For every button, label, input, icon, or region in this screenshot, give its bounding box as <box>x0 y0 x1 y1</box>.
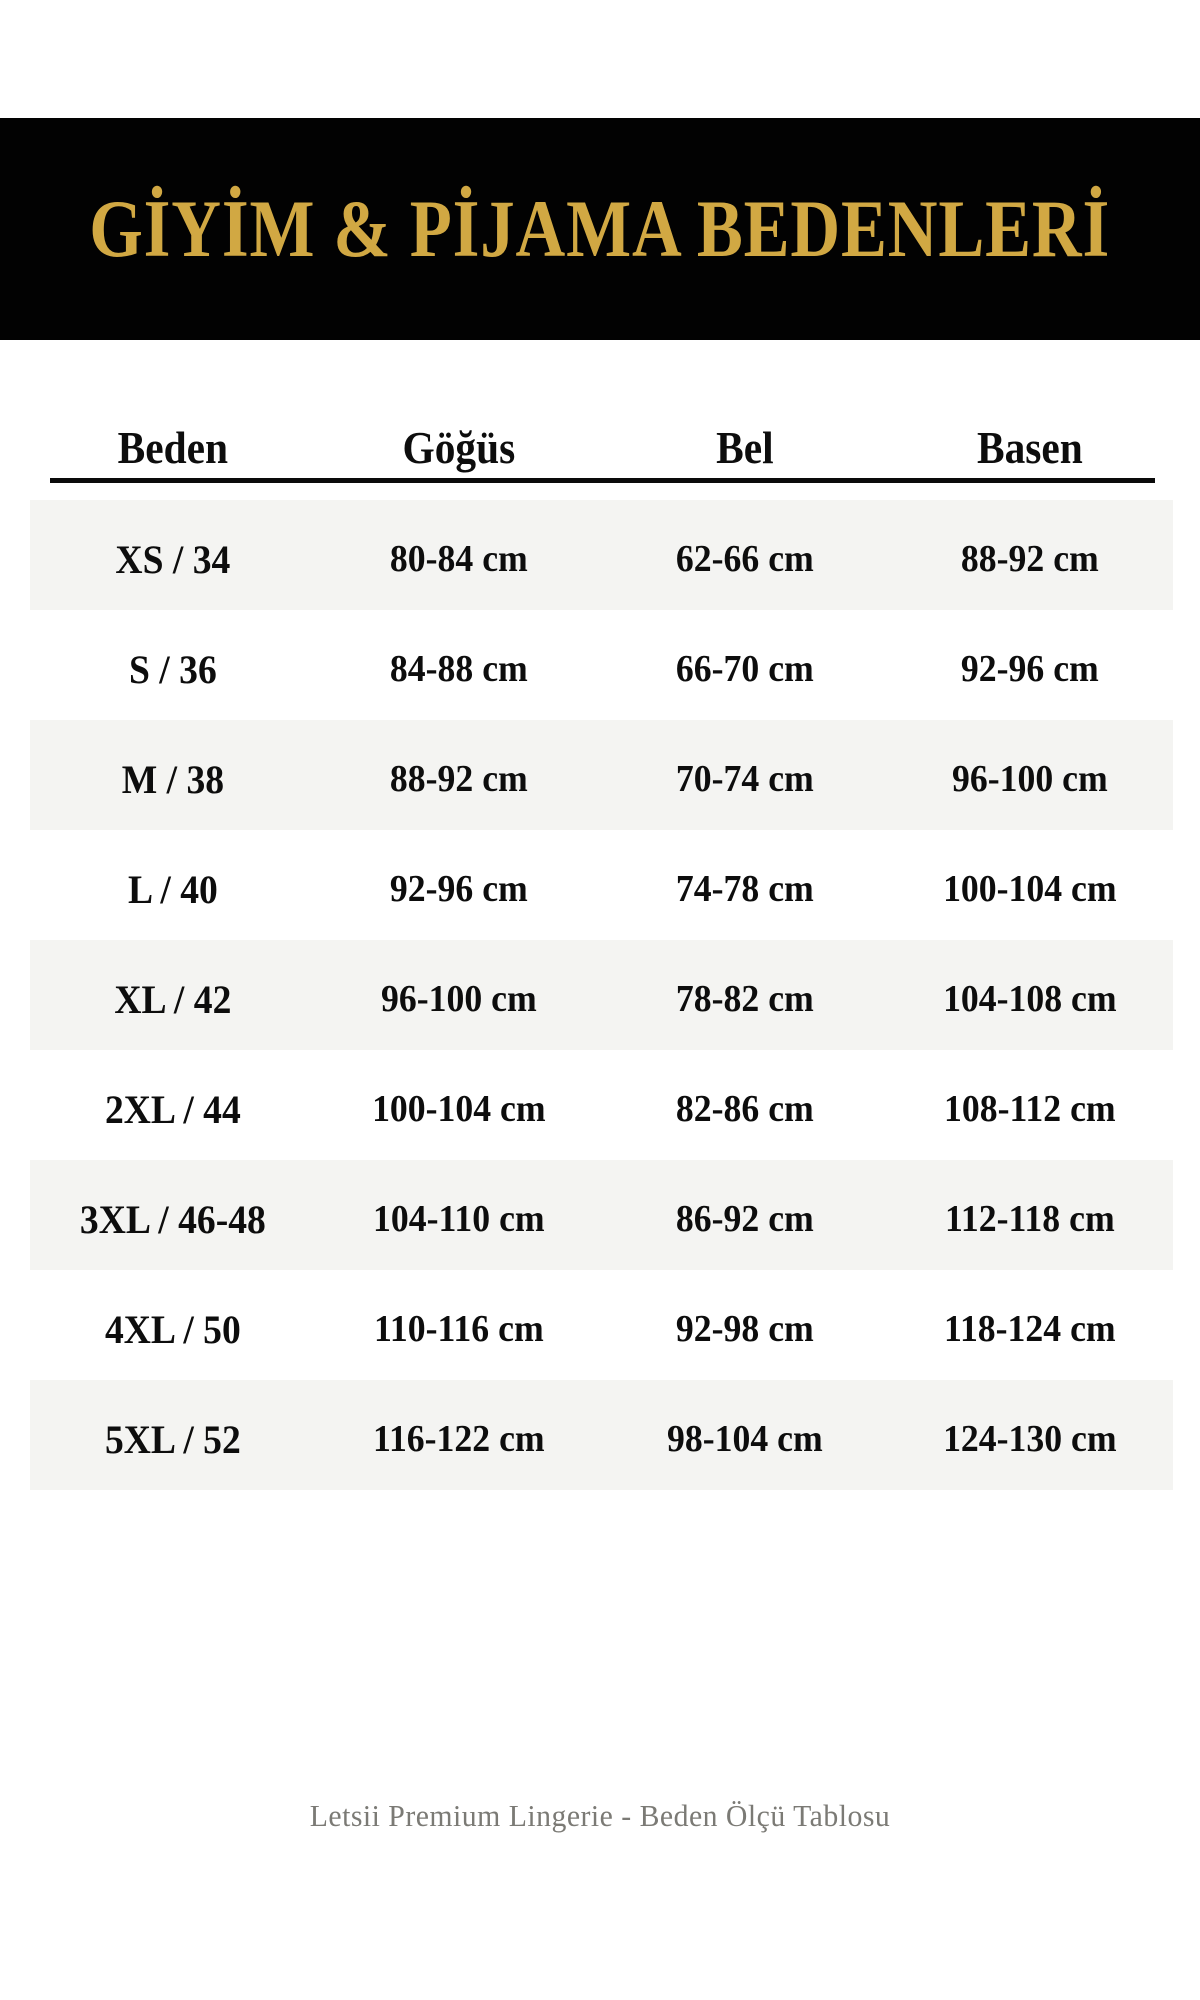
hips-cell: 118-124 cm <box>944 1308 1116 1350</box>
column-header-basen: Basen <box>977 423 1084 473</box>
table-row-2xl <box>30 1050 1173 1160</box>
table-row-4xl <box>30 1270 1173 1380</box>
size-table <box>30 500 1173 1490</box>
table-row-3xl <box>30 1160 1173 1270</box>
size-cell: S / 36 <box>128 646 217 692</box>
chest-cell: 84-88 cm <box>389 648 528 690</box>
size-cell: L / 40 <box>127 866 218 912</box>
waist-cell: 82-86 cm <box>675 1088 814 1130</box>
waist-cell: 92-98 cm <box>675 1308 814 1350</box>
chest-cell: 92-96 cm <box>389 868 528 910</box>
waist-cell: 86-92 cm <box>675 1198 814 1240</box>
page-title: GİYİM & PİJAMA BEDENLERİ <box>89 183 1111 274</box>
table-row-l <box>30 830 1173 940</box>
size-cell: 4XL / 50 <box>104 1306 241 1352</box>
footer-caption: Letsii Premium Lingerie - Beden Ölçü Tablosu <box>309 1798 891 1833</box>
waist-cell: 74-78 cm <box>675 868 814 910</box>
table-row-m <box>30 720 1173 830</box>
hips-cell: 100-104 cm <box>943 868 1117 910</box>
size-cell: 5XL / 52 <box>104 1416 241 1462</box>
column-header-beden: Beden <box>117 423 229 473</box>
size-cell: 3XL / 46-48 <box>79 1196 266 1242</box>
chest-cell: 104-110 cm <box>372 1198 545 1240</box>
header-divider <box>50 478 1155 483</box>
hips-cell: 88-92 cm <box>961 538 1100 580</box>
table-row-xs <box>30 500 1173 610</box>
chest-cell: 88-92 cm <box>389 758 528 800</box>
chest-cell: 100-104 cm <box>371 1088 546 1130</box>
hips-cell: 124-130 cm <box>943 1418 1117 1460</box>
size-cell: XS / 34 <box>115 536 231 582</box>
waist-cell: 70-74 cm <box>675 758 814 800</box>
chest-cell: 110-116 cm <box>373 1308 544 1350</box>
table-row-5xl <box>30 1380 1173 1490</box>
waist-cell: 66-70 cm <box>675 648 814 690</box>
size-cell: XL / 42 <box>114 976 232 1022</box>
chest-cell: 80-84 cm <box>389 538 528 580</box>
hips-cell: 96-100 cm <box>952 758 1108 800</box>
waist-cell: 62-66 cm <box>675 538 814 580</box>
chest-cell: 96-100 cm <box>380 978 537 1020</box>
table-row-s <box>30 610 1173 720</box>
column-header-bel: Bel <box>715 423 774 473</box>
size-cell: M / 38 <box>121 756 225 802</box>
hips-cell: 92-96 cm <box>961 648 1100 690</box>
table-row-xl <box>30 940 1173 1050</box>
column-header-gogus: Göğüs <box>402 423 515 473</box>
hips-cell: 108-112 cm <box>944 1088 1116 1130</box>
size-cell: 2XL / 44 <box>104 1086 241 1132</box>
hips-cell: 112-118 cm <box>945 1198 1115 1240</box>
waist-cell: 98-104 cm <box>666 1418 823 1460</box>
chest-cell: 116-122 cm <box>372 1418 545 1460</box>
title-banner <box>0 118 1200 340</box>
hips-cell: 104-108 cm <box>943 978 1117 1020</box>
waist-cell: 78-82 cm <box>675 978 814 1020</box>
table-header-row <box>30 418 1173 478</box>
